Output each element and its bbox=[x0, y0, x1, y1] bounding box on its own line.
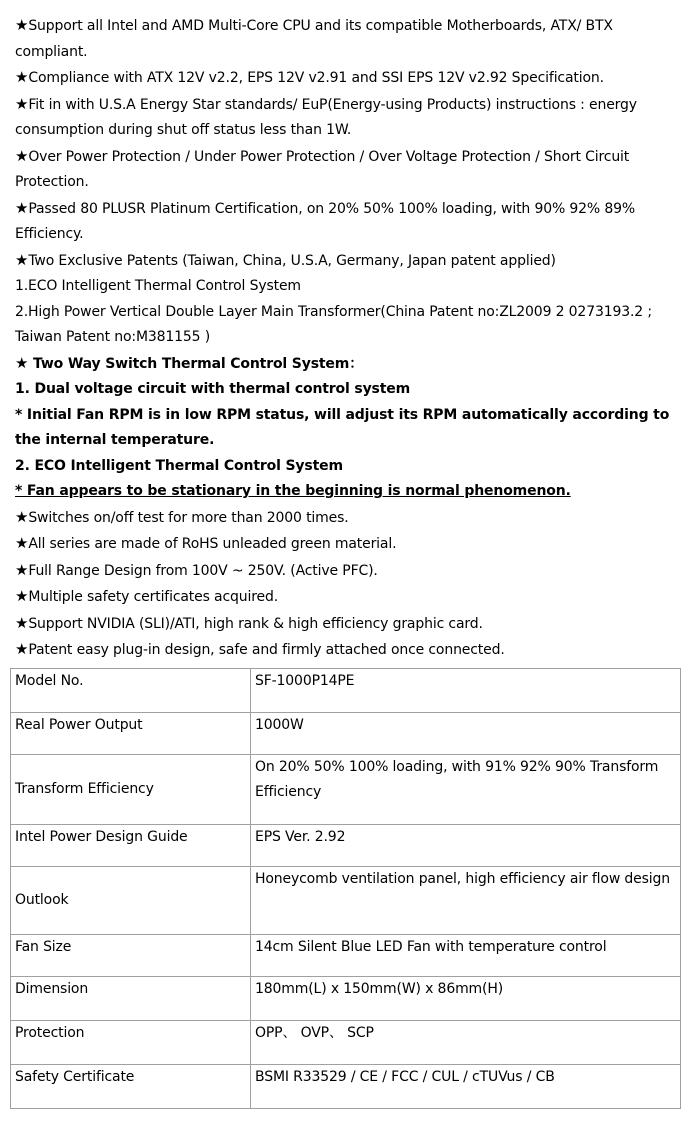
thermal-item bbox=[15, 377, 687, 403]
patent-item bbox=[15, 300, 687, 351]
feature-text: Multiple safety certificates acquired. bbox=[28, 589, 279, 605]
feature-text: All series are made of RoHS unleaded green material. bbox=[28, 536, 397, 552]
thermal-text: 2. ECO Intelligent Thermal Control System bbox=[15, 457, 343, 474]
feature-item bbox=[15, 558, 687, 585]
spec-table bbox=[10, 668, 681, 1109]
feature-item bbox=[15, 505, 687, 532]
patent-text: 1.ECO Intelligent Thermal Control System bbox=[15, 278, 301, 294]
feature-item bbox=[15, 637, 687, 664]
star-icon: ★ bbox=[15, 353, 29, 372]
spec-label: Real Power Output bbox=[11, 713, 251, 755]
star-icon: ★ bbox=[15, 146, 29, 165]
spec-label: Outlook bbox=[11, 867, 251, 935]
thermal-item bbox=[15, 454, 687, 480]
spec-value: EPS Ver. 2.92 bbox=[251, 825, 681, 867]
feature-item bbox=[15, 611, 687, 638]
spec-value: Honeycomb ventilation panel, high efficiency air flow design bbox=[251, 867, 681, 935]
star-icon: ★ bbox=[15, 16, 29, 34]
table-row bbox=[11, 977, 681, 1021]
table-row bbox=[11, 1021, 681, 1065]
thermal-heading bbox=[15, 351, 687, 378]
thermal-note bbox=[15, 479, 687, 505]
spec-value: OPP、 OVP、 SCP bbox=[251, 1021, 681, 1065]
star-icon: ★ bbox=[15, 534, 29, 552]
thermal-text: 1. Dual voltage circuit with thermal control system bbox=[15, 381, 411, 397]
feature-text: Support all Intel and AMD Multi-Core CPU and its compatible Motherboards, ATX/ BTX compliant. bbox=[15, 18, 613, 60]
spec-label: Protection bbox=[11, 1021, 251, 1065]
feature-text: Support NVIDIA (SLI)/ATI, high rank & high efficiency graphic card. bbox=[28, 615, 483, 632]
feature-text: Full Range Design from 100V ~ 250V. (Active PFC). bbox=[28, 562, 378, 579]
star-icon: ★ bbox=[15, 68, 29, 86]
star-icon: ★ bbox=[15, 198, 29, 217]
patent-item bbox=[15, 274, 687, 300]
thermal-note bbox=[15, 403, 687, 454]
spec-value: 180mm(L) x 150mm(W) x 86mm(H) bbox=[251, 977, 681, 1021]
table-row bbox=[11, 1065, 681, 1109]
feature-text: Over Power Protection / Under Power Protection / Over Voltage Protection / Short Circuit Protection. bbox=[15, 148, 630, 190]
feature-text: Patent easy plug-in design, safe and firmly attached once connected. bbox=[28, 642, 505, 658]
spec-label: Model No. bbox=[11, 669, 251, 713]
feature-text: Compliance with ATX 12V v2.2, EPS 12V v2.91 and SSI EPS 12V v2.92 Specification. bbox=[28, 70, 604, 86]
spec-value: On 20% 50% 100% loading, with 91% 92% 90% Transform Efficiency bbox=[251, 755, 681, 825]
feature-list bbox=[15, 13, 687, 664]
spec-label: Fan Size bbox=[11, 935, 251, 977]
feature-item bbox=[15, 65, 687, 92]
spec-label: Safety Certificate bbox=[11, 1065, 251, 1109]
spec-value: BSMI R33529 / CE / FCC / CUL / cTUVus / CB bbox=[251, 1065, 681, 1109]
star-icon: ★ bbox=[15, 613, 29, 632]
thermal-heading-text: Two Way Switch Thermal Control System： bbox=[28, 355, 364, 372]
table-row bbox=[11, 713, 681, 755]
feature-item bbox=[15, 144, 687, 196]
table-row bbox=[11, 669, 681, 713]
feature-item bbox=[15, 584, 687, 611]
spec-label: Dimension bbox=[11, 977, 251, 1021]
feature-text: Passed 80 PLUSR Platinum Certification, on 20% 50% 100% loading, with 90% 92% 89% Efficiency. bbox=[15, 200, 636, 242]
thermal-note-text: * Initial Fan RPM is in low RPM status, will adjust its RPM automatically according to the internal temperature. bbox=[15, 406, 670, 448]
patent-text: 2.High Power Vertical Double Layer Main Transformer(China Patent no:ZL2009 2 0273193.2 ; Taiwan Patent no:M381155 ) bbox=[15, 303, 652, 345]
star-icon: ★ bbox=[15, 587, 29, 605]
feature-item bbox=[15, 531, 687, 558]
spec-value: SF-1000P14PE bbox=[251, 669, 681, 713]
table-row bbox=[11, 755, 681, 825]
star-icon: ★ bbox=[15, 250, 29, 269]
star-icon: ★ bbox=[15, 560, 29, 579]
feature-text: Switches on/off test for more than 2000 times. bbox=[28, 509, 349, 526]
thermal-note-text: * Fan appears to be stationary in the beginning is normal phenomenon. bbox=[15, 483, 571, 499]
feature-item bbox=[15, 13, 687, 65]
spec-value: 1000W bbox=[251, 713, 681, 755]
star-icon: ★ bbox=[15, 640, 29, 658]
feature-text: Fit in with U.S.A Energy Star standards/ EuP(Energy-using Products) instructions : energy consumption during shut off status less than 1W. bbox=[15, 96, 637, 138]
table-row bbox=[11, 935, 681, 977]
table-row bbox=[11, 867, 681, 935]
feature-item bbox=[15, 92, 687, 144]
feature-text: Two Exclusive Patents (Taiwan, China, U.S.A, Germany, Japan patent applied) bbox=[28, 252, 556, 269]
table-row bbox=[11, 825, 681, 867]
feature-item bbox=[15, 248, 687, 275]
spec-label: Intel Power Design Guide bbox=[11, 825, 251, 867]
spec-label: Transform Efficiency bbox=[11, 755, 251, 825]
star-icon: ★ bbox=[15, 507, 29, 526]
spec-value: 14cm Silent Blue LED Fan with temperature control bbox=[251, 935, 681, 977]
star-icon: ★ bbox=[15, 94, 29, 113]
feature-item bbox=[15, 196, 687, 248]
